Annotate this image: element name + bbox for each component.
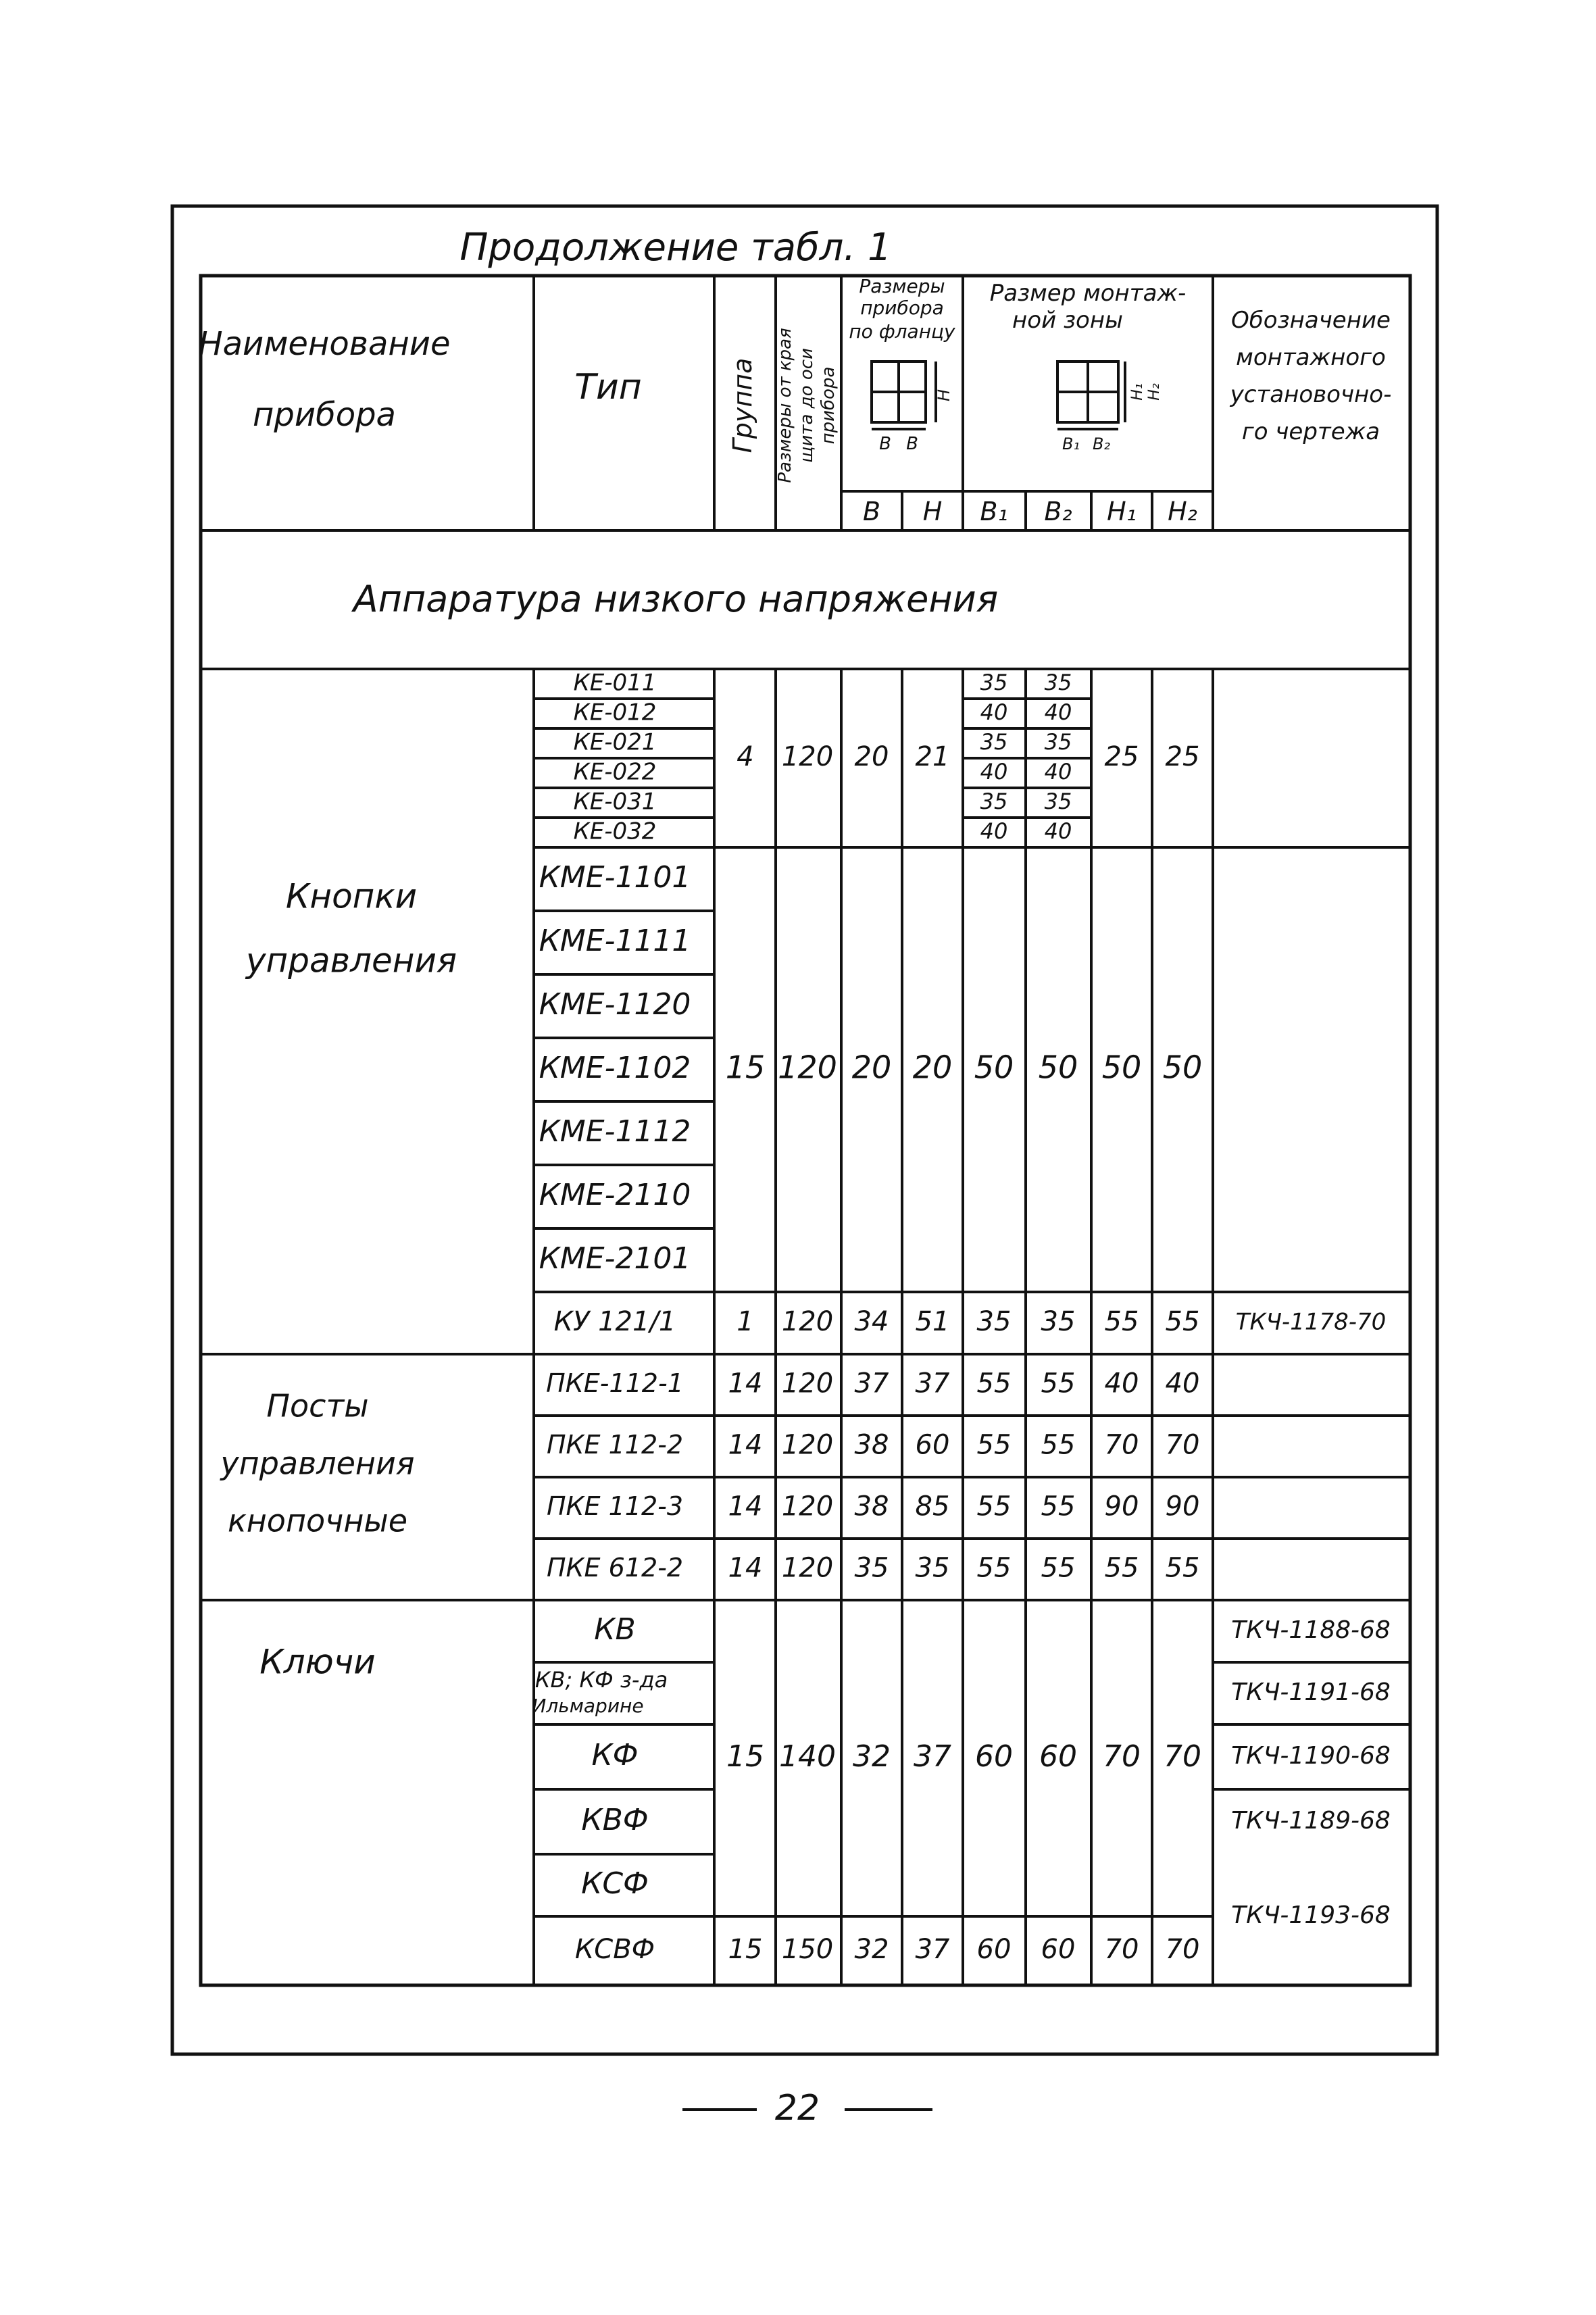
type-cell: КМЕ-1111 (539, 924, 691, 958)
designation-cell: ТКЧ-1193-68 (1231, 1901, 1391, 1929)
type-cell: КМЕ-1112 (539, 1114, 691, 1149)
type-cell: КМЕ-1102 (539, 1051, 691, 1085)
header-mounting-zone (990, 280, 1187, 453)
svg-text:В₁: В₁ (980, 497, 1008, 526)
device-flange-sketch (872, 362, 936, 429)
offset-cell: 120 (781, 1306, 834, 1337)
b2-cell: 60 (1039, 1739, 1077, 1774)
b1-cell: 40 (980, 759, 1008, 785)
b2-cell: 55 (1041, 1491, 1076, 1522)
h1-cell: 55 (1104, 1306, 1139, 1337)
body-cells (219, 670, 1390, 1966)
type-cell: КМЕ-1120 (539, 987, 691, 1022)
type-cell: ПКЕ 612-2 (546, 1553, 684, 1583)
header-subcolumns (863, 497, 1197, 526)
type-cell: КВФ (581, 1803, 649, 1837)
b2-cell: 60 (1041, 1934, 1076, 1965)
page-number-dash-right (845, 2108, 932, 2111)
h1-cell: 55 (1104, 1552, 1139, 1584)
device-name: кнопочные (227, 1502, 408, 1539)
svg-text:Н₁: Н₁ (1107, 497, 1137, 526)
type-cell: КЕ-032 (573, 818, 657, 845)
device-name: управления (245, 941, 457, 980)
group-cell: 1 (737, 1306, 754, 1337)
svg-text:В₂: В₂ (1092, 434, 1111, 453)
b1-cell: 55 (976, 1491, 1012, 1522)
b2-cell: 40 (1044, 759, 1072, 785)
h1-cell: 40 (1104, 1368, 1139, 1399)
type-cell: ПКЕ 112-3 (546, 1491, 684, 1521)
h2-cell: 70 (1164, 1739, 1201, 1774)
h-cell: 20 (912, 1049, 953, 1086)
offset-cell: 120 (778, 1049, 837, 1086)
svg-text:прибора: прибора (860, 297, 944, 319)
svg-text:Размер монтаж-: Размер монтаж- (989, 280, 1187, 307)
b2-cell: 55 (1041, 1429, 1076, 1461)
h1-cell: 70 (1104, 1934, 1139, 1965)
page-number: 22 (774, 2088, 820, 2129)
type-cell: КМЕ-1101 (539, 860, 691, 895)
svg-text:установочно-: установочно- (1230, 381, 1392, 408)
h-cell: 85 (915, 1491, 950, 1522)
svg-text:Размеры от края: Размеры от края (775, 328, 795, 483)
type-cell: КЕ-021 (573, 728, 657, 756)
b1-cell: 60 (975, 1739, 1013, 1774)
sheet-frame (172, 206, 1437, 2054)
type-cell: КСВФ (574, 1934, 655, 1965)
group-cell: 14 (728, 1429, 763, 1461)
offset-cell: 120 (781, 1552, 834, 1584)
b-cell: 35 (854, 1552, 889, 1584)
b1-cell: 35 (976, 1306, 1012, 1337)
h2-cell: 40 (1165, 1368, 1200, 1399)
header-device-dims (849, 275, 955, 454)
table-title: Продолжение табл. 1 (459, 226, 892, 270)
header-designation (1230, 307, 1392, 445)
type-cell: КЕ-012 (573, 699, 657, 726)
designation-cell: ТКЧ-1191-68 (1231, 1678, 1391, 1706)
b-cell: 38 (854, 1429, 889, 1461)
group-cell: 14 (728, 1491, 763, 1522)
h-cell: 37 (915, 1934, 950, 1965)
b1-cell: 55 (976, 1429, 1012, 1461)
b-cell: 20 (854, 741, 889, 772)
svg-text:прибора: прибора (818, 366, 839, 445)
h-cell: 51 (915, 1306, 950, 1337)
svg-text:Обозначение: Обозначение (1231, 307, 1391, 334)
type-cell: КМЕ-2110 (539, 1178, 691, 1212)
type-cell: Ильмарине (532, 1695, 644, 1717)
h2-cell: 70 (1165, 1934, 1200, 1965)
device-name: Ключи (259, 1642, 376, 1682)
h2-cell: 25 (1165, 741, 1200, 772)
type-cell: ПКЕ 112-2 (546, 1430, 684, 1460)
b-cell: 37 (854, 1368, 889, 1399)
designation-cell: ТКЧ-1189-68 (1231, 1807, 1391, 1835)
b-cell: 32 (853, 1739, 891, 1774)
header-group: Группа (728, 357, 757, 453)
b1-cell: 60 (976, 1934, 1012, 1965)
device-name: Кнопки (285, 876, 418, 916)
svg-text:В: В (862, 497, 881, 526)
designation-cell: ТКЧ-1188-68 (1231, 1616, 1391, 1644)
group-cell: 15 (726, 1739, 764, 1774)
type-cell: КУ 121/1 (553, 1306, 676, 1337)
type-cell: КЕ-011 (573, 669, 657, 697)
h1-cell: 50 (1101, 1049, 1142, 1086)
group-cell: 4 (737, 741, 754, 772)
group-cell: 15 (728, 1934, 763, 1965)
h2-cell: 50 (1162, 1049, 1203, 1086)
b2-cell: 35 (1044, 789, 1072, 814)
offset-cell: 120 (781, 1368, 834, 1399)
svg-text:го чертежа: го чертежа (1241, 418, 1380, 445)
h-cell: 37 (914, 1739, 951, 1774)
group-cell: 15 (725, 1049, 766, 1086)
offset-cell: 120 (781, 741, 834, 772)
type-cell: КВ (594, 1612, 636, 1647)
b1-cell: 40 (980, 699, 1008, 725)
b1-cell: 35 (980, 729, 1008, 755)
header-offset (775, 328, 839, 482)
section-title: Аппаратура низкого напряжения (353, 578, 999, 620)
h1-cell: 70 (1104, 1429, 1139, 1461)
type-cell: КЕ-022 (573, 758, 657, 786)
h1-cell: 70 (1103, 1739, 1141, 1774)
type-cell: КВ; КФ з-да (534, 1667, 668, 1693)
device-name: Посты (266, 1387, 369, 1424)
h2-cell: 55 (1165, 1552, 1200, 1584)
h2-cell: 70 (1165, 1429, 1200, 1461)
svg-text:монтажного: монтажного (1236, 344, 1386, 371)
b1-cell: 55 (976, 1552, 1012, 1584)
b1-cell: 50 (974, 1049, 1014, 1086)
h-cell: 60 (915, 1429, 950, 1461)
sketch-label-b-right: В (906, 434, 918, 454)
b-cell: 34 (854, 1306, 889, 1337)
offset-cell: 140 (779, 1739, 836, 1774)
type-cell: КФ (591, 1738, 639, 1772)
offset-cell: 120 (781, 1491, 834, 1522)
designation-cell: ТКЧ-1178-70 (1235, 1308, 1387, 1336)
h1-cell: 90 (1104, 1491, 1139, 1522)
offset-cell: 150 (781, 1934, 834, 1965)
svg-text:ной зоны: ной зоны (1012, 307, 1123, 334)
table-frame (201, 276, 1410, 1985)
b1-cell: 35 (980, 670, 1008, 695)
svg-text:щита до оси: щита до оси (797, 348, 817, 463)
offset-cell: 120 (781, 1429, 834, 1461)
b1-cell: 35 (980, 789, 1008, 814)
b-cell: 32 (854, 1934, 889, 1965)
h2-cell: 90 (1165, 1491, 1200, 1522)
svg-text:В₁: В₁ (1062, 434, 1080, 453)
b2-cell: 40 (1044, 818, 1072, 844)
b2-cell: 35 (1044, 670, 1072, 695)
header-type: Тип (574, 367, 642, 407)
h-cell: 21 (915, 741, 950, 772)
svg-text:Н: Н (922, 497, 943, 526)
b1-cell: 40 (980, 818, 1008, 844)
type-cell: КСФ (581, 1866, 649, 1901)
h-cell: 37 (915, 1368, 950, 1399)
header-name-line1: Наименование (198, 325, 451, 363)
sketch-label-h: Н (934, 389, 953, 402)
designation-cell: ТКЧ-1190-68 (1231, 1742, 1391, 1770)
b2-cell: 50 (1038, 1049, 1078, 1086)
type-cell: КМЕ-2101 (539, 1241, 691, 1276)
b-cell: 20 (851, 1049, 892, 1086)
svg-text:по фланцу: по фланцу (849, 320, 955, 343)
b-cell: 38 (854, 1491, 889, 1522)
type-cell: КЕ-031 (573, 788, 657, 816)
sketch-label-b-left: В (879, 434, 891, 454)
group-cell: 14 (728, 1368, 763, 1399)
b2-cell: 55 (1041, 1552, 1076, 1584)
b1-cell: 55 (976, 1368, 1012, 1399)
svg-text:В₂: В₂ (1044, 497, 1072, 526)
b2-cell: 35 (1041, 1306, 1076, 1337)
svg-text:Размеры: Размеры (859, 275, 945, 297)
b2-cell: 35 (1044, 729, 1072, 755)
b2-cell: 55 (1041, 1368, 1076, 1399)
device-name: управления (220, 1445, 415, 1482)
b2-cell: 40 (1044, 699, 1072, 725)
svg-text:Н₁: Н₁ (1129, 383, 1146, 401)
h1-cell: 25 (1104, 741, 1139, 772)
group-cell: 14 (728, 1552, 763, 1584)
svg-text:Н₂: Н₂ (1146, 383, 1163, 401)
type-cell: ПКЕ-112-1 (546, 1368, 684, 1398)
svg-text:Н₂: Н₂ (1168, 497, 1197, 526)
h-cell: 35 (915, 1552, 950, 1584)
header-name-line2: прибора (253, 396, 396, 434)
mounting-zone-sketch (1057, 362, 1125, 429)
h2-cell: 55 (1165, 1306, 1200, 1337)
